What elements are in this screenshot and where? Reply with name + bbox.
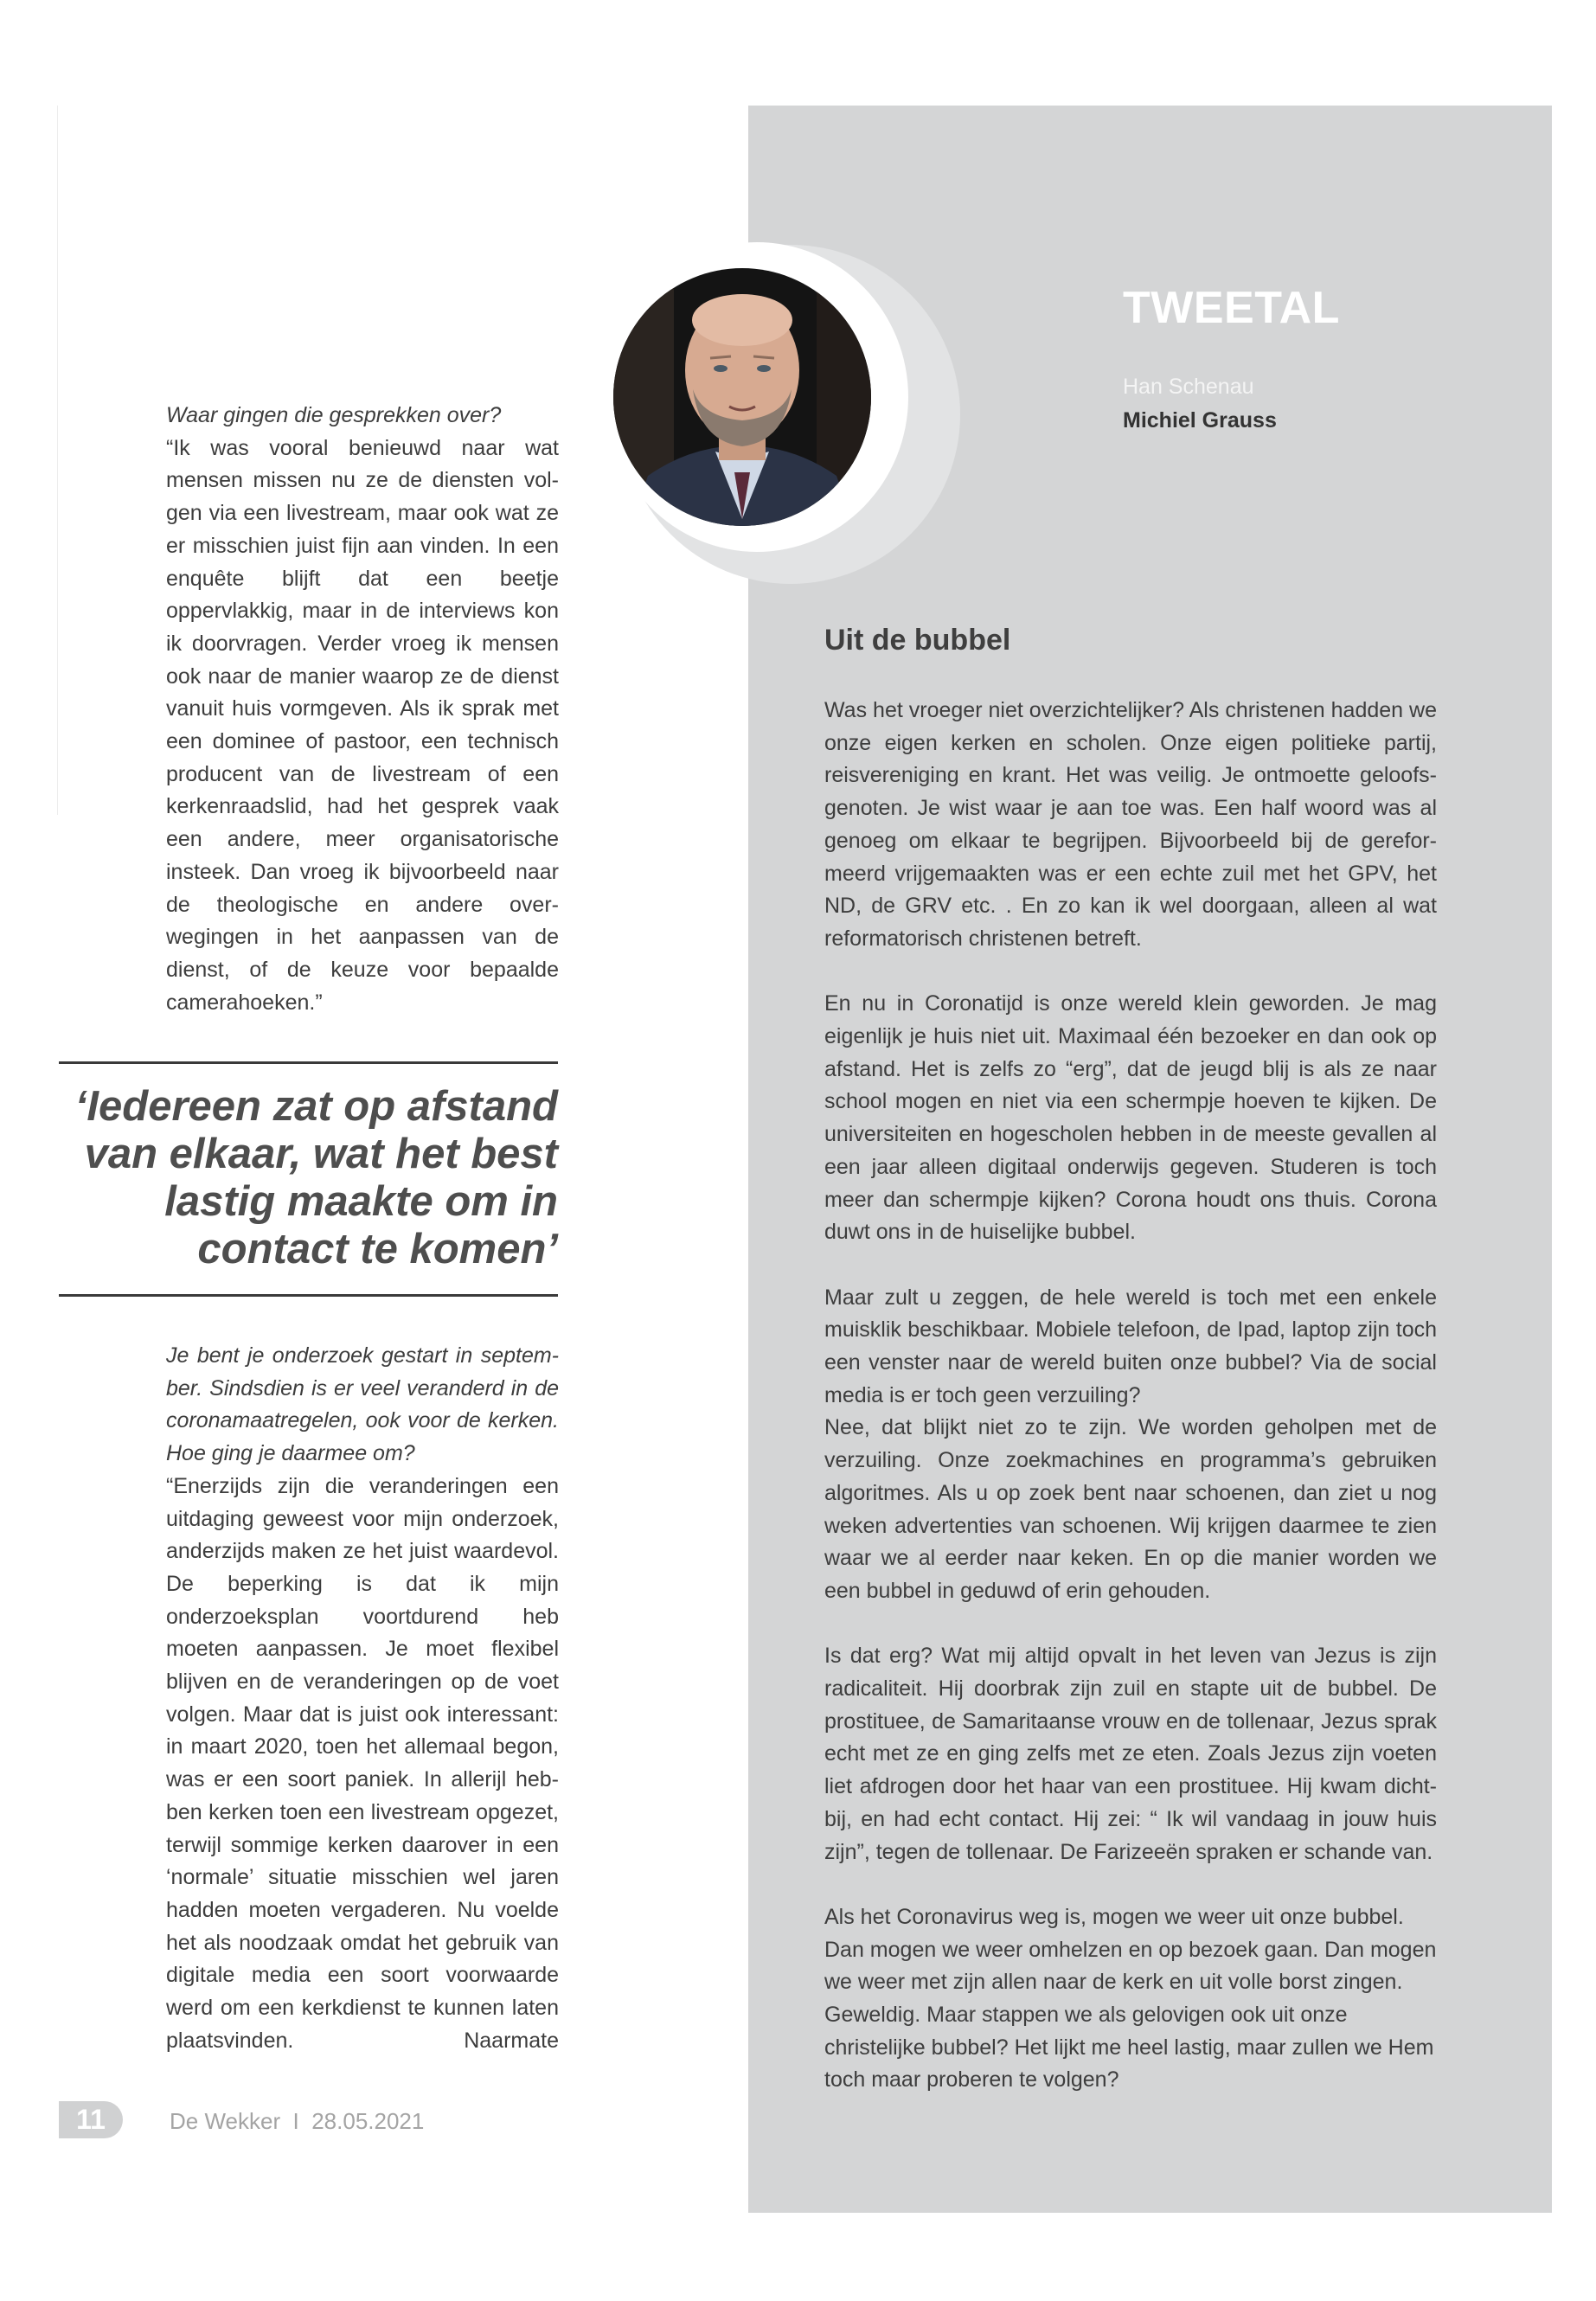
page-number: 11 bbox=[59, 2101, 123, 2138]
pull-quote: ‘Iedereen zat op afstand van elkaar, wat het best lastig maakte om in contact te komen’ bbox=[74, 1083, 558, 1272]
left-margin-rule bbox=[57, 106, 58, 815]
pull-quote-rule-bottom bbox=[59, 1294, 558, 1297]
column-paragraph: Is dat erg? Wat mij altijd opvalt in het leven van Jezus is zijn radicaliteit. Hij doorbrak zijn zuil en stapte uit de bubbel. De prostituee, de Samaritaanse vrouw en de tollenaar, Jezus sprak echt met ze en ging zelfs met ze eten. Zoals Jezus zijn voeten liet afdrogen door het haar van een prostituee. Hij kwam dichtbij, en had echt contact. Hij zei: “ Ik wil vandaag in jouw huis zijn”, tegen de tollenaar. De Farizeeën spraken er schande van. bbox=[824, 1644, 1437, 1864]
column-heading: Uit de bubbel bbox=[824, 624, 1011, 657]
interview-section-top bbox=[166, 400, 559, 1019]
interview-question: Waar gingen die gesprekken over? bbox=[166, 403, 502, 427]
column-paragraph: Was het vroeger niet overzichtelijker? Als christenen hadden we onze eigen kerken en scholen. Onze eigen politieke partij, reisvereniging en krant. Het was veilig. Je ontmoette geloofsgenoten. Je wist waar je aan toe was. Een half woord was al genoeg om elkaar te begrijpen. Bijvoorbeeld bij de gereformeerd vrijgemaakten was er een echte zuil met het GPV, het ND, de GRV etc. . En zo kan ik wel doorgaan, alleen al wat reformatorisch christenen betreft. bbox=[824, 698, 1437, 951]
column-paragraph: Maar zult u zeggen, de hele wereld is toch met een enkele muisklik beschikbaar. Mobiele telefoon, de Ipad, laptop zijn toch een venster naar de wereld buiten onze bubbel? Via de social media is er toch geen verzuiling? Nee, dat blijkt niet zo te zijn. We worden geholpen met de verzuiling. Onze zoekmachines en programma’s gebruiken algoritmes. Als u op zoek bent naar schoenen, dan ziet u nog weken advertenties van schoenen. Wij krijgen daarmee te zien waar we al eerder naar keken. En op die manier worden we een bubbel in geduwd of erin gehouden. bbox=[824, 1285, 1437, 1603]
column-paragraph: En nu in Coronatijd is onze wereld klein geworden. Je mag eigenlijk je huis niet uit. Maximaal één bezoeker en dan ook op afstand. Het is zelfs zo “erg”, dat de jeugd blij is als ze naar school mogen en niet via een schermpje hoeven te kijken. De universiteiten en hogescholen hebben in de meeste gevallen al een jaar alleen digitaal onderwijs gegeven. Studeren is toch meer dan schermpje kijken? Corona houdt ons thuis. Corona duwt ons in de huiselijke bubbel. bbox=[824, 991, 1437, 1245]
author-name: Han Schenau bbox=[1123, 375, 1254, 399]
interview-question: Je bent je onderzoek gestart in september. Sindsdien is er veel veranderd in de coronamaatregelen, ook voor de kerken. Hoe ging je daarmee om? bbox=[166, 1343, 559, 1466]
footer-publication: De Wekker I 28.05.2021 bbox=[170, 2108, 425, 2134]
column-body bbox=[824, 695, 1437, 2130]
interview-answer: “Enerzijds zijn die veranderingen een uitdaging geweest voor mijn onderzoek, anderzijds maken ze het juist waardevol. De beperking is dat ik mijn onderzoeksplan voortdurend heb moeten aanpassen. Je moet flexibel blijven en de veranderingen op de voet volgen. Maar dat is juist ook interessant: in maart 2020, toen het allemaal begon, was er een soort paniek. In allerijl hebben kerken toen een livestream opgezet, terwijl sommige kerken daarover in een ‘normale’ situatie misschien wel jaren hadden moeten vergaderen. Nu voelde het als noodzaak omdat het gebruik van digitale media een soort voorwaarde werd om een kerkdienst te kunnen laten plaatsvinden. Naarmate bbox=[166, 1473, 559, 2053]
author-name-bold: Michiel Grauss bbox=[1123, 408, 1277, 433]
section-title: TWEETAL bbox=[1123, 283, 1340, 333]
pull-quote-rule-top bbox=[59, 1061, 558, 1064]
author-portrait bbox=[613, 268, 871, 526]
interview-section-bottom bbox=[166, 1340, 559, 2057]
interview-answer: “Ik was vooral benieuwd naar wat mensen missen nu ze de diensten volgen via een livestream, maar ook wat ze er misschien juist fijn aan vinden. In een enquête blijft dat een beetje oppervlakkig, maar in de interviews kon ik doorvragen. Verder vroeg ik mensen ook naar de manier waarop ze de dienst vanuit huis vormgeven. Als ik sprak met een dominee of pastoor, een technisch producent van de livestream of een kerkenraadslid, had het gesprek vaak een andere, meer organisatorische insteek. Dan vroeg ik bijvoorbeeld naar de theologische en andere overwegingen in het aanpassen van de dienst, of de keuze voor bepaalde camerahoeken.” bbox=[166, 435, 559, 1015]
column-paragraph: Als het Coronavirus weg is, mogen we weer uit onze bubbel. Dan mogen we weer omhelzen en op bezoek gaan. Dan mogen we weer met zijn allen naar de kerk en uit volle borst zingen. Geweldig. Maar stappen we als gelovigen ook uit onze christelijke bubbel? Het lijkt me heel lastig, maar zullen we Hem toch maar proberen te volgen? bbox=[824, 1904, 1437, 2093]
